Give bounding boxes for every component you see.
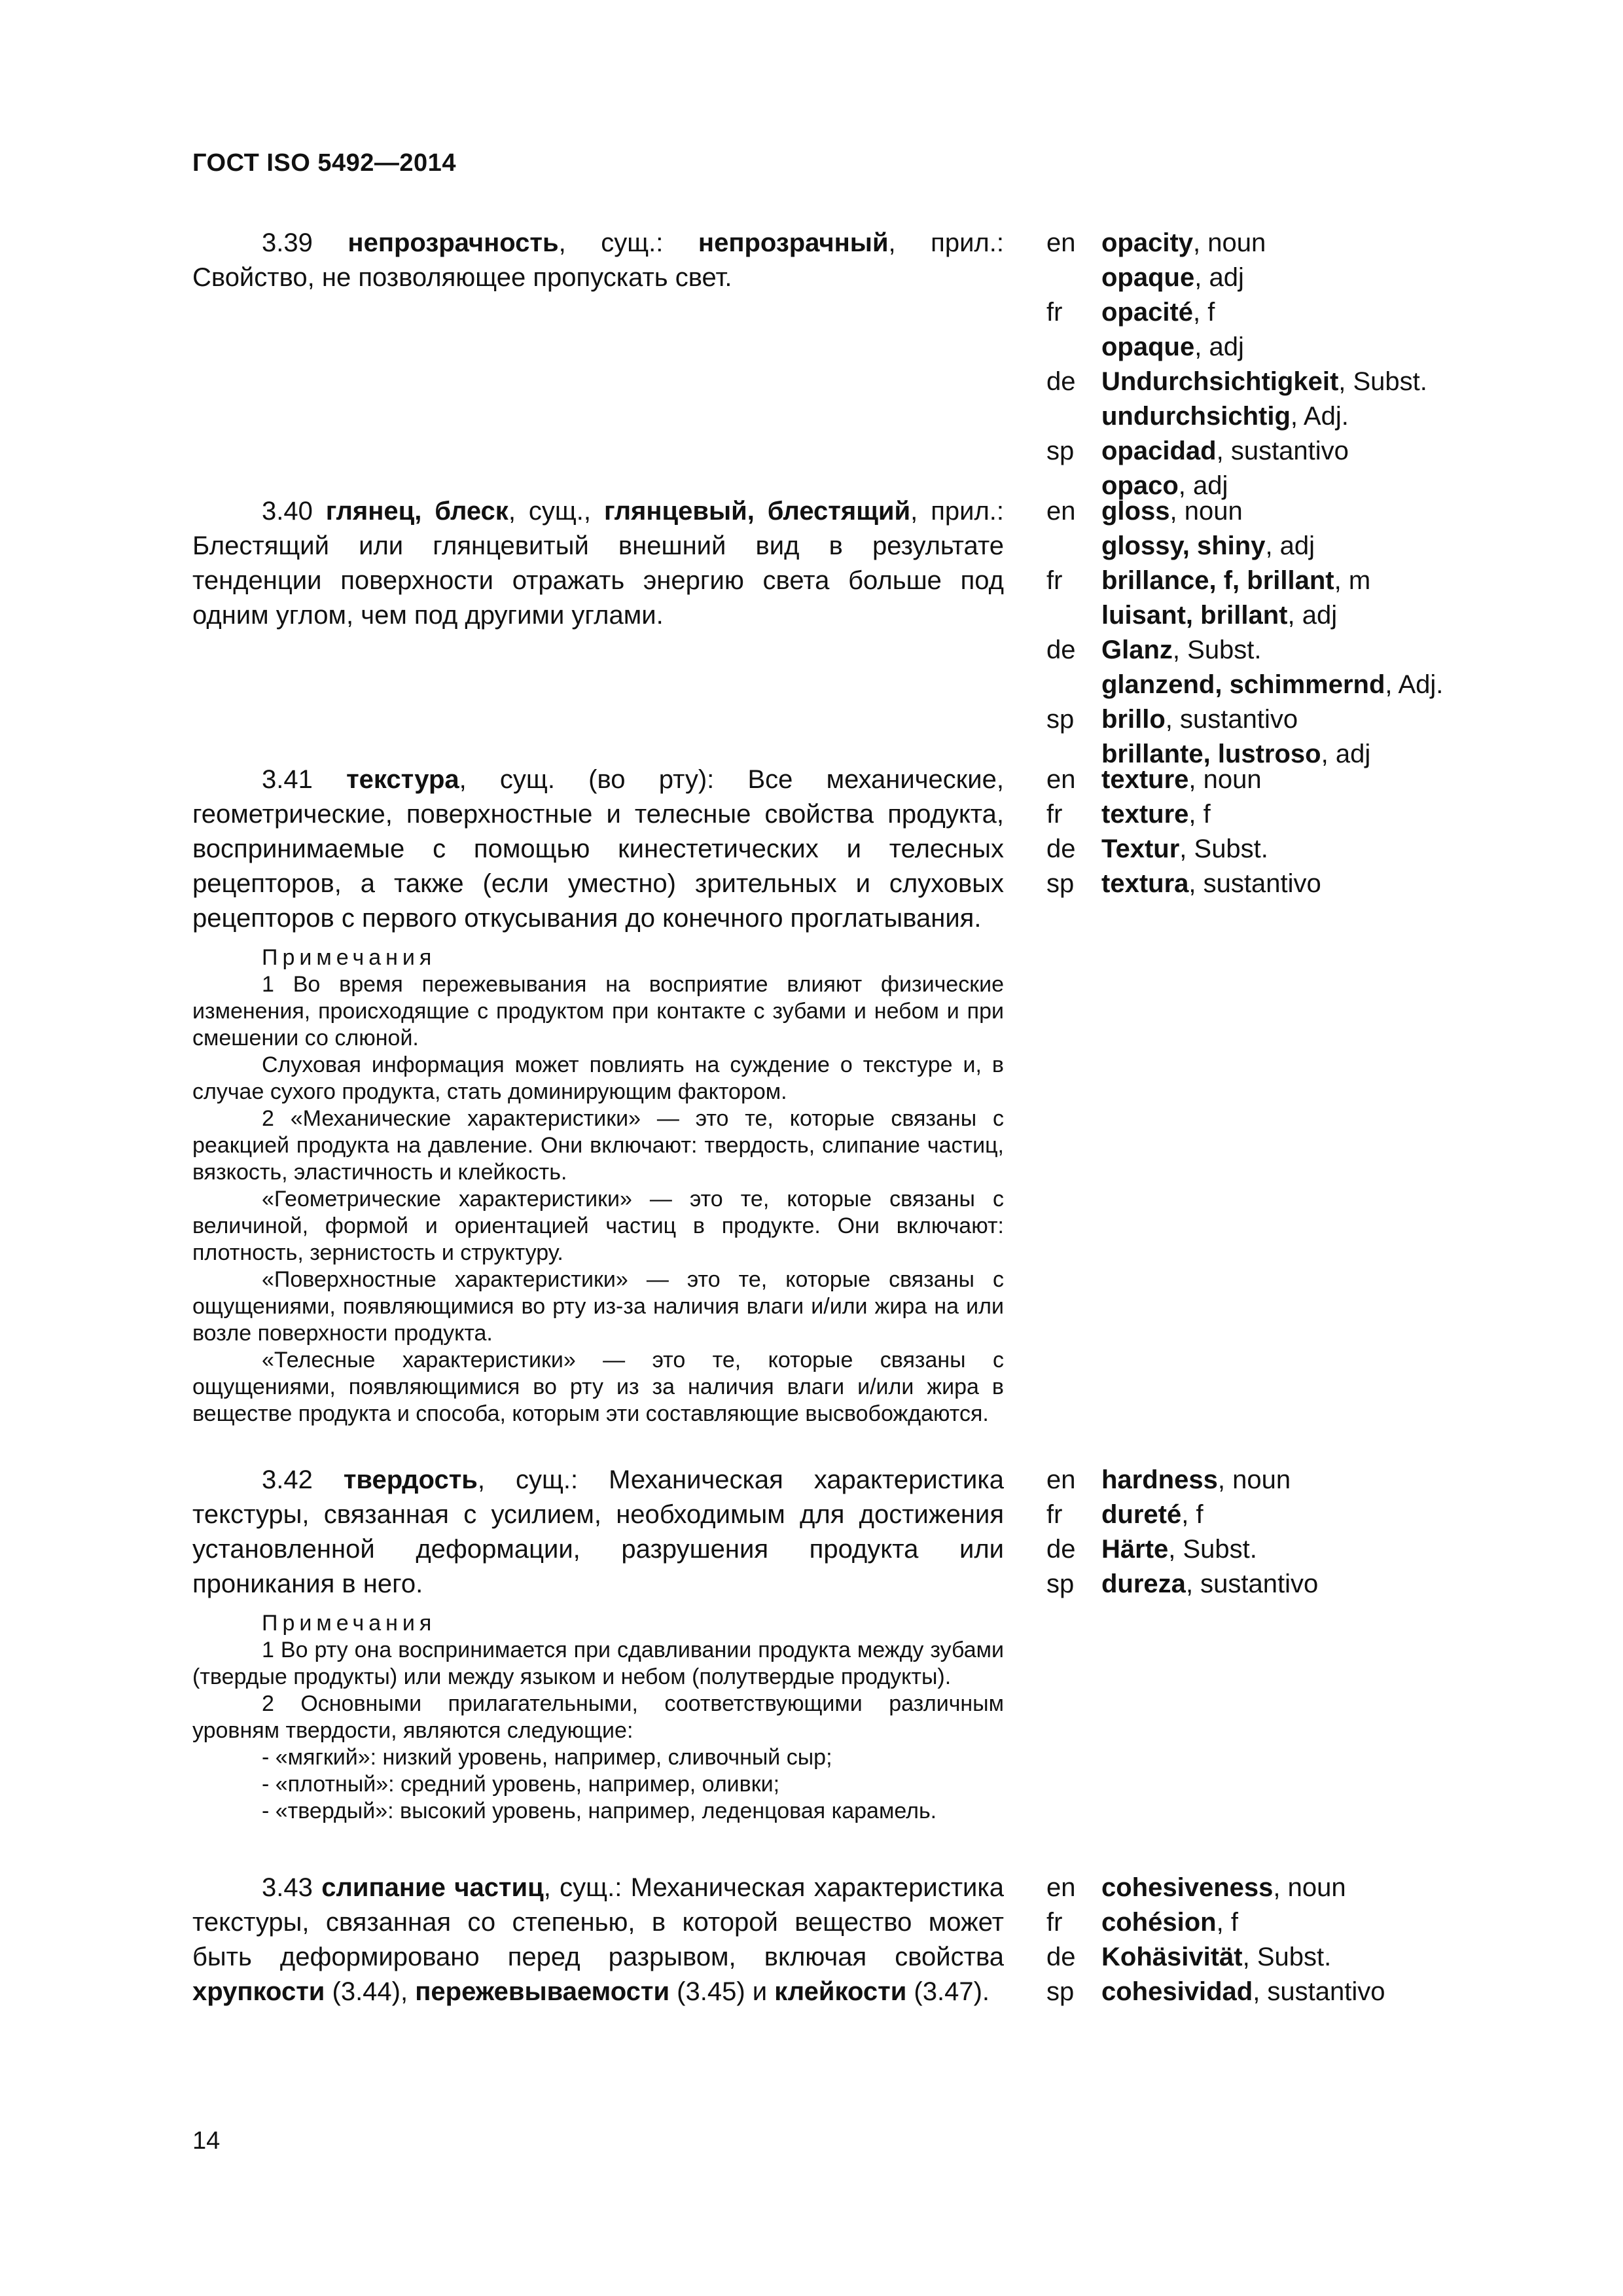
entry-definition <box>192 494 1004 633</box>
lang-code: en <box>1046 497 1076 526</box>
lang-code: de <box>1046 1535 1076 1564</box>
entry-ref-term: клейкости <box>774 1977 907 2006</box>
translation-term: Textur <box>1101 834 1180 863</box>
entry-definition <box>192 762 1004 936</box>
lang-code <box>1046 529 1101 564</box>
translation-row <box>1046 762 1321 797</box>
translation-suffix: , f <box>1181 1500 1204 1529</box>
translations <box>1046 762 1321 901</box>
entry-ref-term: пережевываемости <box>415 1977 670 2006</box>
translation-row <box>1046 1905 1385 1940</box>
lang-code <box>1046 330 1101 365</box>
translation-suffix: , noun <box>1169 497 1243 526</box>
translation-row <box>1046 434 1427 469</box>
translation-term: luisant, brillant <box>1101 601 1288 630</box>
translations <box>1046 1871 1385 2009</box>
translation-term: Härte <box>1101 1535 1169 1564</box>
translation-term: texture <box>1101 765 1189 794</box>
translation-row <box>1046 365 1427 399</box>
translation-term: gloss <box>1101 497 1170 526</box>
translation-term: Undurchsichtigkeit <box>1101 367 1339 396</box>
translation-suffix: , Subst. <box>1338 367 1427 396</box>
translation-term: texture <box>1101 800 1189 829</box>
translation-term: glossy, shiny <box>1101 531 1266 560</box>
page-header: ГОСТ ISO 5492—2014 <box>192 149 456 177</box>
entry-text: , сущ.: Механическая характеристика текстуры, связанная с усилием, необходимым для достижения установленной деформации, разрушения продукта или проникания в него. <box>192 1465 1004 1598</box>
translation-suffix: , adj <box>1265 531 1315 560</box>
lang-code: en <box>1046 228 1076 257</box>
entry-number: 3.39 <box>262 228 313 257</box>
lang-code: sp <box>1046 1570 1075 1598</box>
translation-term: glanzend, schimmernd <box>1101 670 1385 699</box>
note-list-item: - «мягкий»: низкий уровень, например, сливочный сыр; <box>262 1745 832 1770</box>
translation-suffix: , Adj. <box>1385 670 1444 699</box>
entry-text: (3.45) и <box>669 1977 775 2006</box>
translation-row <box>1046 564 1443 598</box>
lang-code: fr <box>1046 298 1063 327</box>
translation-row <box>1046 226 1427 260</box>
notes-block <box>192 944 1004 1427</box>
lang-code: de <box>1046 834 1076 863</box>
entry-ref-term: хрупкости <box>192 1977 325 2006</box>
entry-term: слипание частиц <box>321 1873 544 1902</box>
lang-code: fr <box>1046 1500 1063 1529</box>
entry-definition <box>192 226 1004 295</box>
entry-term: глянец, блеск <box>325 497 508 526</box>
entry-number: 3.41 <box>262 765 313 794</box>
translation-row <box>1046 1498 1318 1532</box>
translation-row <box>1046 399 1427 434</box>
entry-text: (3.47). <box>906 1977 990 2006</box>
note-paragraph: «Поверхностные характеристики» — это те, которые связаны с ощущениями, появляющимися во рту из-за наличия влаги и/или жира на или возле поверхности продукта. <box>192 1267 1004 1346</box>
translation-suffix: , sustantivo <box>1185 1570 1319 1598</box>
note-list-item: - «твердый»: высокий уровень, например, леденцовая карамель. <box>262 1799 937 1823</box>
note-paragraph: 1 Во рту она воспринимается при сдавливании продукта между зубами (твердые продукты) или между языком и небом (полутвердые продукты). <box>192 1638 1004 1689</box>
translation-row <box>1046 260 1427 295</box>
note-paragraph: «Геометрические характеристики» — это те, которые связаны с величиной, формой и ориентацией частиц в продукте. Они включают: плотность, зернистость и структуру. <box>192 1187 1004 1265</box>
translation-term: brillo <box>1101 705 1166 734</box>
notes-heading: Примечания <box>262 945 437 970</box>
translation-term: brillance, f, brillant <box>1101 566 1334 595</box>
entry-text: (3.44), <box>325 1977 416 2006</box>
translation-suffix: , adj <box>1194 332 1244 361</box>
translation-row <box>1046 1871 1385 1905</box>
lang-code: de <box>1046 636 1076 664</box>
translation-term: cohésion <box>1101 1908 1217 1937</box>
note-paragraph: Слуховая информация может повлиять на суждение о текстуре и, в случае сухого продукта, стать доминирующим фактором. <box>192 1052 1004 1104</box>
translation-row <box>1046 867 1321 901</box>
translation-term: opaque <box>1101 332 1195 361</box>
translation-term: undurchsichtig <box>1101 402 1291 431</box>
lang-code: de <box>1046 367 1076 396</box>
translation-term: textura <box>1101 869 1189 898</box>
translations <box>1046 226 1427 503</box>
translation-suffix: , Subst. <box>1168 1535 1257 1564</box>
entry-term: текстура <box>346 765 459 794</box>
lang-code: en <box>1046 1465 1076 1494</box>
page-number: 14 <box>192 2127 221 2155</box>
translation-term: opacité <box>1101 298 1194 327</box>
translation-row <box>1046 1532 1318 1567</box>
translation-term: Glanz <box>1101 636 1173 664</box>
note-paragraph: 1 Во время пережевывания на восприятие влияют физические изменения, происходящие с продуктом при контакте с зубами и небом и при смешении со слюной. <box>192 972 1004 1050</box>
entry-number: 3.43 <box>262 1873 313 1902</box>
translations <box>1046 1463 1318 1602</box>
translation-suffix: , m <box>1334 566 1371 595</box>
lang-code: fr <box>1046 566 1063 595</box>
translation-row <box>1046 1940 1385 1975</box>
translation-term: dureté <box>1101 1500 1182 1529</box>
note-paragraph: 2 Основными прилагательными, соответствующими различным уровням твердости, являются следующие: <box>192 1691 1004 1743</box>
translation-row <box>1046 295 1427 330</box>
note-paragraph: 2 «Механические характеристики» — это те, которые связаны с реакцией продукта на давление. Они включают: твердость, слипание частиц, вязкость, эластичность и клейкость. <box>192 1106 1004 1185</box>
translation-term: opaco <box>1101 471 1179 500</box>
translation-term: hardness <box>1101 1465 1218 1494</box>
translation-term: dureza <box>1101 1570 1186 1598</box>
translation-row <box>1046 529 1443 564</box>
entry-text: , сущ.: <box>558 228 698 257</box>
entry-text: , сущ. (во рту): Все механические, геометрические, поверхностные и телесные свойства продукта, воспринимаемые с помощью кинестетических и телесных рецепторов, а также (если уместно) зрительных и слуховых рецепторов с первого откусывания до конечного проглатывания. <box>192 765 1004 933</box>
translation-suffix: , sustantivo <box>1216 437 1349 465</box>
translation-row <box>1046 1975 1385 2009</box>
entry-term-adj: непрозрачный <box>698 228 889 257</box>
lang-code: sp <box>1046 869 1075 898</box>
notes-heading: Примечания <box>262 1611 437 1636</box>
translation-row <box>1046 702 1443 737</box>
entry-term-adj: глянцевый, блестящий <box>603 497 911 526</box>
entry-text: , сущ., <box>508 497 604 526</box>
translation-row <box>1046 1463 1318 1498</box>
lang-code: sp <box>1046 1977 1075 2006</box>
lang-code <box>1046 598 1101 633</box>
lang-code: en <box>1046 1873 1076 1902</box>
lang-code: fr <box>1046 1908 1063 1937</box>
entry-text: , прил.: Свойство, не позволяющее пропускать свет. <box>192 228 1004 292</box>
translation-suffix: , adj <box>1287 601 1338 630</box>
translation-row <box>1046 832 1321 867</box>
translation-row <box>1046 494 1443 529</box>
lang-code: fr <box>1046 800 1063 829</box>
lang-code: sp <box>1046 705 1075 734</box>
lang-code: en <box>1046 765 1076 794</box>
translation-row <box>1046 797 1321 832</box>
translation-term: cohesiveness <box>1101 1873 1274 1902</box>
lang-code: sp <box>1046 437 1075 465</box>
translation-suffix: , noun <box>1217 1465 1291 1494</box>
translation-suffix: , f <box>1193 298 1215 327</box>
translation-term: opacity <box>1101 228 1194 257</box>
translation-suffix: , Adj. <box>1290 402 1349 431</box>
translation-row <box>1046 633 1443 668</box>
translation-row <box>1046 1567 1318 1602</box>
translation-row <box>1046 598 1443 633</box>
translation-suffix: , adj <box>1194 263 1244 292</box>
translation-suffix: , adj <box>1321 740 1371 768</box>
translation-row <box>1046 668 1443 702</box>
translation-suffix: , noun <box>1193 228 1266 257</box>
translation-suffix: , sustantivo <box>1188 869 1321 898</box>
entry-text: , сущ.: Механическая характеристика текстуры, связанная со степенью, в которой вещество может быть деформировано перед разрывом, включая свойства <box>192 1873 1005 1971</box>
translation-term: opaque <box>1101 263 1195 292</box>
translation-suffix: , Subst. <box>1172 636 1262 664</box>
translation-suffix: , adj <box>1178 471 1228 500</box>
entry-number: 3.40 <box>262 497 313 526</box>
translation-suffix: , sustantivo <box>1253 1977 1385 2006</box>
entry-term: твердость <box>343 1465 478 1494</box>
lang-code <box>1046 260 1101 295</box>
translation-suffix: , Subst. <box>1242 1943 1332 1971</box>
translations <box>1046 494 1443 772</box>
translation-term: brillante, lustroso <box>1101 740 1321 768</box>
translation-suffix: , f <box>1188 800 1211 829</box>
translation-row <box>1046 330 1427 365</box>
entry-number: 3.42 <box>262 1465 313 1494</box>
translation-suffix: , sustantivo <box>1165 705 1298 734</box>
lang-code: de <box>1046 1943 1076 1971</box>
translation-term: Kohäsivität <box>1101 1943 1243 1971</box>
entry-definition <box>192 1463 1004 1602</box>
translation-suffix: , noun <box>1273 1873 1346 1902</box>
note-list-item: - «плотный»: средний уровень, например, оливки; <box>262 1772 780 1797</box>
translation-suffix: , f <box>1216 1908 1238 1937</box>
translation-suffix: , Subst. <box>1179 834 1268 863</box>
note-paragraph: «Телесные характеристики» — это те, которые связаны с ощущениями, появляющимися во рту из за наличия влаги и/или жира в веществе продукта и способа, которым эти составляющие высвобождаются. <box>192 1348 1004 1426</box>
entry-text: , прил.: Блестящий или глянцевитый внешний вид в результате тенденции поверхности отражать энергию света больше под одним углом, чем под другими углами. <box>192 497 1005 630</box>
translation-term: opacidad <box>1101 437 1217 465</box>
entry-term: непрозрачность <box>348 228 559 257</box>
lang-code <box>1046 668 1101 702</box>
lang-code <box>1046 399 1101 434</box>
translation-term: cohesividad <box>1101 1977 1253 2006</box>
notes-block <box>192 1610 1004 1825</box>
translation-suffix: , noun <box>1188 765 1262 794</box>
entry-definition <box>192 1871 1004 2009</box>
